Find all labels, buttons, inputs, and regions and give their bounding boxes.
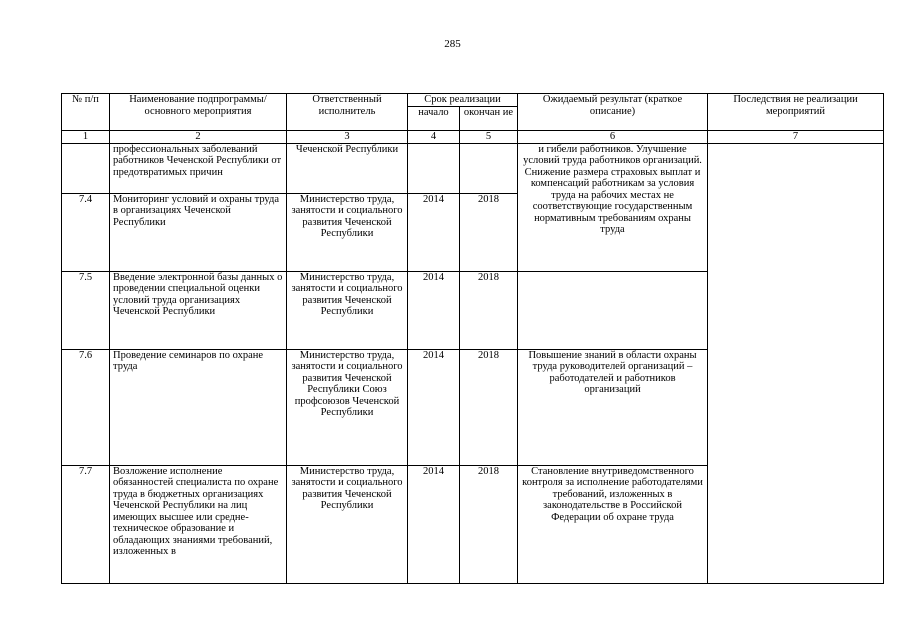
- row-name: Проведение семинаров по охране труда: [110, 349, 287, 465]
- row-executor: Министерство труда, занятости и социального развития Чеченской Республики: [287, 271, 408, 349]
- row-name: Возложение исполнение обязанностей специалиста по охране труда в бюджетных организациях Чеченской Республики на лиц имеющих высшее или средне-техническое образование и обладающих знаниями требований, изложенных в: [110, 465, 287, 583]
- row-result: Становление внутриведомственного контроля за исполнение работодателями требований, изложенных в законодательстве в Российской Федерации об охране труда: [518, 465, 708, 583]
- row-end: 2018: [460, 193, 518, 271]
- row-name: Мониторинг условий и охраны труда в организациях Чеченской Республики: [110, 193, 287, 271]
- col-number-3: 3: [287, 131, 408, 144]
- header-end: окончан ие: [460, 107, 518, 131]
- row-result: Повышение знаний в области охраны труда руководителей организаций – работодателей и работников организаций: [518, 349, 708, 465]
- consequences-cell: [708, 143, 884, 583]
- header-period: Срок реализации: [408, 94, 518, 107]
- row-end: 2018: [460, 465, 518, 583]
- col-number-5: 5: [460, 131, 518, 144]
- row-num: 7.7: [62, 465, 110, 583]
- header-executor: Ответственный исполнитель: [287, 94, 408, 131]
- col-number-4: 4: [408, 131, 460, 144]
- row-executor: Чеченской Республики: [287, 143, 408, 193]
- row-end: 2018: [460, 271, 518, 349]
- row-num: 7.5: [62, 271, 110, 349]
- col-number-7: 7: [708, 131, 884, 144]
- row-start: 2014: [408, 349, 460, 465]
- col-number-6: 6: [518, 131, 708, 144]
- header-start: начало: [408, 107, 460, 131]
- col-number-2: 2: [110, 131, 287, 144]
- row-start: 2014: [408, 193, 460, 271]
- row-end: [460, 143, 518, 193]
- header-num: № п/п: [62, 94, 110, 131]
- header-result: Ожидаемый результат (краткое описание): [518, 94, 708, 131]
- row-executor: Министерство труда, занятости и социального развития Чеченской Республики: [287, 465, 408, 583]
- col-number-1: 1: [62, 131, 110, 144]
- column-number-row: [62, 131, 884, 144]
- table-row: [62, 143, 884, 193]
- header-consequences: Последствия не реализации мероприятий: [708, 94, 884, 131]
- row-end: 2018: [460, 349, 518, 465]
- row-start: 2014: [408, 465, 460, 583]
- row-name: профессиональных заболеваний работников Чеченской Республики от предотвратимых причин: [110, 143, 287, 193]
- row-num: 7.4: [62, 193, 110, 271]
- row-num: [62, 143, 110, 193]
- header-name: Наименование подпрограммы/ основного мероприятия: [110, 94, 287, 131]
- row-result: [518, 271, 708, 349]
- row-result-merged: и гибели работников. Улучшение условий труда работников организаций. Снижение размера страховых выплат и компенсаций работникам за условия труда на рабочих местах не соответствующие государственным нормативным требованиям охраны труда: [518, 143, 708, 271]
- header-row-1: [62, 94, 884, 107]
- program-table: [61, 93, 884, 584]
- row-start: 2014: [408, 271, 460, 349]
- row-start: [408, 143, 460, 193]
- page-number: 285: [444, 38, 461, 50]
- row-name: Введение электронной базы данных о проведении специальной оценки условий труда организациях Чеченской Республики: [110, 271, 287, 349]
- row-num: 7.6: [62, 349, 110, 465]
- row-executor: Министерство труда, занятости и социального развития Чеченской Республики Союз профсоюзов Чеченской Республики: [287, 349, 408, 465]
- row-executor: Министерство труда, занятости и социального развития Чеченской Республики: [287, 193, 408, 271]
